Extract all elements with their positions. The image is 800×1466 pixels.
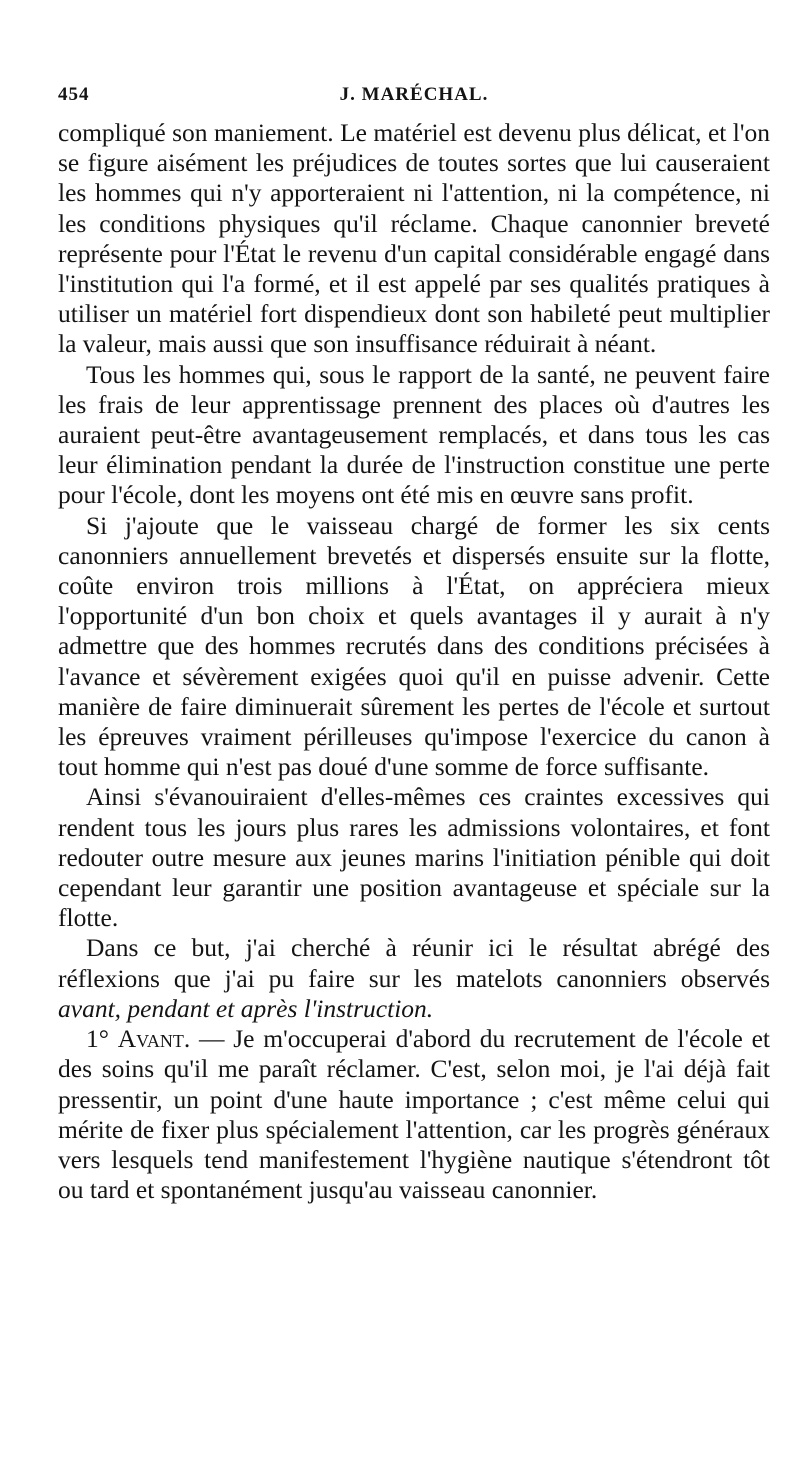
- paragraph-3: Si j'ajoute que le vaisseau chargé de former les six cents canonniers annuellement brevetés et dispersés ensuite sur la flotte, coûte environ trois millions à l'État, on appréciera mieux l'opportunité d'un bon choix et quels avantages il y aurait à n'y admettre que des hommes recrutés dans des conditions précisées à l'avance et sévèrement exigées quoi qu'il en puisse advenir. Cette manière de faire diminuerait sûrement les pertes de l'école et surtout les épreuves vraiment périlleuses qu'impose l'exercice du canon à tout homme qui n'est pas doué d'une somme de force suffisante.: [58, 510, 770, 782]
- paragraph-5-italic: avant, pendant et après l'instruction.: [58, 993, 434, 1023]
- paragraph-6-text: — Je m'occuperai d'abord du recrutement de l'école et des soins qu'il me paraît réclamer. C'est, selon moi, je l'ai déjà fait pressentir, un point d'une haute importance ; c'est même celui qui mérite de fixer plus spécialement l'attention, car les progrès généraux vers lesquels tend manifestement l'hygiène nautique s'étendront tôt ou tard et spontanément jusqu'au vaisseau canonnier.: [58, 1024, 771, 1205]
- paragraph-5: [58, 933, 770, 1024]
- paragraph-6: [58, 1024, 770, 1205]
- page-header: [58, 78, 770, 112]
- page-number: 454: [58, 84, 90, 105]
- section-number: 1°: [86, 1024, 109, 1054]
- body-text: [58, 118, 770, 1205]
- section-title: Avant.: [117, 1024, 191, 1054]
- paragraph-5-text: Dans ce but, j'ai cherché à réunir ici le résultat abrégé des réflexions que j'ai pu faire sur les matelots canonniers observés: [58, 933, 770, 993]
- paragraph-2: Tous les hommes qui, sous le rapport de la santé, ne peuvent faire les frais de leur apprentissage prennent des places où d'autres les auraient peut-être avantageusement remplacés, et dans tous les cas leur élimination pendant la durée de l'instruction constitue une perte pour l'école, dont les moyens ont été mis en œuvre sans profit.: [58, 359, 770, 510]
- paragraph-1: compliqué son maniement. Le matériel est devenu plus délicat, et l'on se figure aisément les préjudices de toutes sortes que lui causeraient les hommes qui n'y apporteraient ni l'attention, ni la compétence, ni les conditions physiques qu'il réclame. Chaque canonnier breveté représente pour l'État le revenu d'un capital considérable engagé dans l'institution qui l'a formé, et il est appelé par ses qualités pratiques à utiliser un matériel fort dispendieux dont son habileté peut multiplier la valeur, mais aussi que son insuffisance réduirait à néant.: [58, 118, 770, 359]
- book-page: [58, 78, 770, 1205]
- running-head: J. MARÉCHAL.: [339, 84, 489, 105]
- paragraph-4: Ainsi s'évanouiraient d'elles-mêmes ces craintes excessives qui rendent tous les jours plus rares les admissions volontaires, et font redouter outre mesure aux jeunes marins l'initiation pénible qui doit cependant leur garantir une position avantageuse et spéciale sur la flotte.: [58, 782, 770, 933]
